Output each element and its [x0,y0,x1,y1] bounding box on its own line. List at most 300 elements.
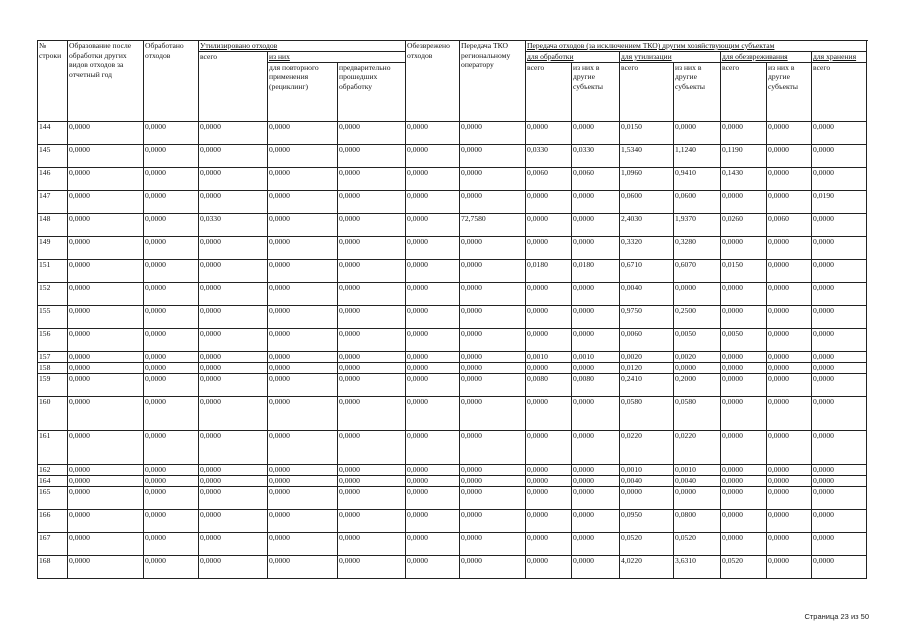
value-cell: 0,0000 [68,351,144,362]
table-row [38,555,867,578]
value-cell: 0,0000 [460,121,526,144]
value-cell: 0,1190 [721,144,767,167]
value-cell: 0,0000 [406,486,460,509]
row-number-cell: 147 [38,190,68,213]
value-cell: 0,0000 [721,396,767,430]
value-cell: 0,0000 [767,532,812,555]
value-cell: 0,0220 [674,430,721,464]
value-cell: 0,3280 [674,236,721,259]
value-cell: 0,0010 [620,464,674,475]
header-utilized-of-them: из них [268,52,406,63]
value-cell: 0,0000 [526,236,572,259]
value-cell: 0,0000 [144,532,199,555]
value-cell: 0,0600 [674,190,721,213]
value-cell: 0,0000 [674,282,721,305]
value-cell: 0,0000 [268,373,338,396]
value-cell: 0,0000 [526,190,572,213]
value-cell: 0,0000 [767,486,812,509]
value-cell: 0,0000 [268,190,338,213]
header-neutralized: Обезврежено отходов [406,41,460,122]
value-cell: 0,0000 [338,362,406,373]
value-cell: 0,0000 [812,259,867,282]
table-row [38,532,867,555]
value-cell: 0,0580 [620,396,674,430]
value-cell: 0,0060 [526,167,572,190]
value-cell: 0,0000 [199,236,268,259]
value-cell: 0,0000 [460,532,526,555]
value-cell: 0,0000 [338,213,406,236]
value-cell: 0,0000 [812,351,867,362]
value-cell: 0,0000 [199,373,268,396]
row-number-cell: 145 [38,144,68,167]
value-cell: 0,0000 [406,144,460,167]
header-tko: Передача ТКО региональному оператору [460,41,526,122]
value-cell: 0,0520 [721,555,767,578]
header-utilized: Утилизировано отходов [199,41,406,52]
value-cell: 0,0000 [572,396,620,430]
value-cell: 0,0000 [526,486,572,509]
value-cell: 0,0000 [199,144,268,167]
value-cell: 0,6710 [620,259,674,282]
value-cell: 0,0000 [572,555,620,578]
value-cell: 0,0000 [674,362,721,373]
row-number-cell: 146 [38,167,68,190]
header-utilized-total: всего [199,52,268,122]
value-cell: 0,0000 [767,282,812,305]
value-cell: 0,0520 [620,532,674,555]
value-cell: 0,0000 [199,282,268,305]
value-cell: 0,0000 [406,362,460,373]
value-cell: 0,0000 [338,430,406,464]
row-number-cell: 155 [38,305,68,328]
value-cell: 0,0010 [526,351,572,362]
value-cell: 0,0000 [144,464,199,475]
value-cell: 0,0000 [526,532,572,555]
value-cell: 0,0000 [767,236,812,259]
table-row [38,236,867,259]
value-cell: 0,0000 [812,121,867,144]
value-cell: 0,0000 [144,430,199,464]
table-row [38,305,867,328]
value-cell: 0,0000 [526,555,572,578]
value-cell: 0,0000 [406,167,460,190]
value-cell: 0,0000 [572,430,620,464]
value-cell: 0,0000 [268,532,338,555]
value-cell: 0,0000 [721,190,767,213]
value-cell: 0,0000 [68,373,144,396]
value-cell: 0,0000 [406,236,460,259]
value-cell: 0,0800 [674,509,721,532]
value-cell: 0,0000 [721,532,767,555]
value-cell: 0,0000 [338,532,406,555]
table-row [38,144,867,167]
value-cell: 0,0000 [767,430,812,464]
header-processed: Обработано отходов [144,41,199,122]
value-cell: 0,0000 [572,328,620,351]
header-reuse: для повторного применения (рециклинг) [268,62,338,121]
value-cell: 0,0220 [620,430,674,464]
value-cell: 0,0000 [460,486,526,509]
value-cell: 0,0000 [721,464,767,475]
waste-report-table [37,40,867,579]
value-cell: 0,2500 [674,305,721,328]
value-cell: 0,0000 [268,475,338,486]
table-row [38,213,867,236]
value-cell: 0,0000 [268,362,338,373]
table-row [38,464,867,475]
value-cell: 0,0000 [68,486,144,509]
value-cell: 0,0000 [812,282,867,305]
value-cell: 0,0000 [812,475,867,486]
table-row [38,167,867,190]
value-cell: 0,0000 [572,282,620,305]
value-cell: 0,0120 [620,362,674,373]
value-cell: 0,0000 [406,430,460,464]
value-cell: 0,0000 [144,328,199,351]
value-cell: 1,0960 [620,167,674,190]
value-cell: 0,0000 [572,532,620,555]
row-number-cell: 149 [38,236,68,259]
row-number-cell: 160 [38,396,68,430]
value-cell: 0,0000 [199,351,268,362]
value-cell: 0,0000 [268,282,338,305]
value-cell: 0,0000 [268,305,338,328]
value-cell: 0,0000 [526,328,572,351]
value-cell: 0,0000 [767,464,812,475]
value-cell: 0,0000 [68,167,144,190]
header-formed: Образование после обработки других видов отходов за отчетный год [68,41,144,122]
value-cell: 0,0000 [338,282,406,305]
table-row [38,486,867,509]
value-cell: 0,0000 [572,464,620,475]
header-group-storage: для хранения [812,52,867,63]
value-cell: 0,0000 [68,121,144,144]
value-cell: 0,0000 [338,305,406,328]
value-cell: 0,0000 [144,396,199,430]
value-cell: 0,0000 [68,362,144,373]
value-cell: 0,0000 [812,305,867,328]
value-cell: 0,0000 [199,464,268,475]
value-cell: 0,0000 [199,305,268,328]
value-cell: 0,0000 [144,362,199,373]
value-cell: 0,0000 [767,362,812,373]
value-cell: 0,0000 [268,509,338,532]
value-cell: 0,0000 [572,121,620,144]
row-number-cell: 144 [38,121,68,144]
value-cell: 0,0000 [767,555,812,578]
value-cell: 0,0000 [620,486,674,509]
value-cell: 0,0020 [674,351,721,362]
value-cell: 0,0000 [268,328,338,351]
value-cell: 0,0000 [406,305,460,328]
value-cell: 0,0000 [721,373,767,396]
row-number-cell: 156 [38,328,68,351]
value-cell: 0,0150 [620,121,674,144]
value-cell: 0,0000 [812,144,867,167]
value-cell: 0,0000 [406,351,460,362]
value-cell: 0,0000 [721,351,767,362]
value-cell: 0,0000 [812,464,867,475]
value-cell: 0,0000 [199,396,268,430]
value-cell: 0,0000 [338,259,406,282]
value-cell: 0,0000 [268,259,338,282]
value-cell: 0,0000 [144,509,199,532]
table-row [38,190,867,213]
value-cell: 0,0060 [572,167,620,190]
value-cell: 0,0000 [338,328,406,351]
value-cell: 0,0000 [767,509,812,532]
header-row-number: № строки [38,41,68,122]
value-cell: 0,0000 [767,328,812,351]
value-cell: 0,0080 [526,373,572,396]
value-cell: 0,0010 [572,351,620,362]
value-cell: 0,0000 [338,486,406,509]
table-body [38,121,867,578]
value-cell: 0,0000 [144,259,199,282]
value-cell: 0,0000 [721,282,767,305]
value-cell: 0,0330 [199,213,268,236]
value-cell: 0,0000 [767,396,812,430]
row-number-cell: 148 [38,213,68,236]
value-cell: 0,2000 [674,373,721,396]
row-number-cell: 168 [38,555,68,578]
value-cell: 0,0000 [268,464,338,475]
value-cell: 0,0050 [674,328,721,351]
value-cell: 0,0000 [338,167,406,190]
header-group-neutralization: для обезвреживания [721,52,812,63]
value-cell: 0,0000 [199,167,268,190]
value-cell: 0,0000 [338,475,406,486]
value-cell: 0,0000 [144,282,199,305]
value-cell: 0,0000 [199,486,268,509]
value-cell: 0,0000 [572,362,620,373]
row-number-cell: 165 [38,486,68,509]
table-row [38,430,867,464]
value-cell: 0,0000 [721,236,767,259]
table-header [38,41,867,122]
value-cell: 0,0000 [406,373,460,396]
value-cell: 0,0000 [526,430,572,464]
header-processing-of-them: из них в другие субъекты [572,62,620,121]
table-row [38,362,867,373]
value-cell: 0,0000 [199,475,268,486]
value-cell: 0,0000 [268,396,338,430]
value-cell: 0,0580 [674,396,721,430]
value-cell: 0,0000 [812,430,867,464]
row-number-cell: 157 [38,351,68,362]
value-cell: 0,0000 [526,509,572,532]
value-cell: 0,0190 [812,190,867,213]
value-cell: 0,0000 [812,486,867,509]
value-cell: 0,0330 [526,144,572,167]
value-cell: 3,6310 [674,555,721,578]
value-cell: 0,0000 [572,305,620,328]
value-cell: 0,0000 [767,190,812,213]
header-neutralization-of-them: из них в другие субъекты [767,62,812,121]
value-cell: 0,0000 [812,236,867,259]
value-cell: 0,6070 [674,259,721,282]
value-cell: 0,0000 [460,555,526,578]
value-cell: 0,0000 [572,509,620,532]
value-cell: 0,0000 [144,236,199,259]
value-cell: 0,0000 [268,144,338,167]
value-cell: 0,0000 [721,362,767,373]
header-neutralization-total: всего [721,62,767,121]
value-cell: 1,5340 [620,144,674,167]
value-cell: 0,0000 [268,486,338,509]
value-cell: 0,0000 [199,190,268,213]
value-cell: 0,0000 [812,532,867,555]
value-cell: 0,0000 [767,121,812,144]
row-number-cell: 166 [38,509,68,532]
value-cell: 0,0000 [338,509,406,532]
value-cell: 0,0000 [338,190,406,213]
value-cell: 0,0000 [460,305,526,328]
value-cell: 0,0000 [767,373,812,396]
value-cell: 0,0000 [199,509,268,532]
value-cell: 0,0000 [460,373,526,396]
value-cell: 0,0000 [812,509,867,532]
row-number-cell: 162 [38,464,68,475]
value-cell: 0,0000 [406,213,460,236]
table-row [38,475,867,486]
value-cell: 0,0000 [68,282,144,305]
value-cell: 0,0000 [68,144,144,167]
row-number-cell: 159 [38,373,68,396]
value-cell: 0,0000 [144,144,199,167]
value-cell: 0,0000 [572,213,620,236]
value-cell: 0,0520 [674,532,721,555]
value-cell: 0,0260 [721,213,767,236]
value-cell: 0,0000 [406,190,460,213]
value-cell: 0,0000 [812,373,867,396]
value-cell: 0,0000 [767,144,812,167]
value-cell: 0,0000 [199,430,268,464]
value-cell: 0,0000 [460,396,526,430]
value-cell: 0,0000 [68,430,144,464]
value-cell: 0,0000 [460,509,526,532]
value-cell: 0,0000 [812,362,867,373]
value-cell: 0,0000 [721,475,767,486]
value-cell: 0,0000 [268,167,338,190]
value-cell: 0,0000 [68,464,144,475]
value-cell: 1,1240 [674,144,721,167]
value-cell: 0,0000 [144,475,199,486]
value-cell: 0,9750 [620,305,674,328]
table-row [38,351,867,362]
value-cell: 0,0000 [68,190,144,213]
value-cell: 0,0000 [268,430,338,464]
value-cell: 0,0000 [526,475,572,486]
value-cell: 0,0000 [68,475,144,486]
value-cell: 0,0000 [199,121,268,144]
value-cell: 0,0000 [526,282,572,305]
value-cell: 0,0000 [406,328,460,351]
header-processing-total: всего [526,62,572,121]
value-cell: 0,0000 [526,305,572,328]
value-cell: 0,0000 [268,121,338,144]
table-row [38,259,867,282]
value-cell: 0,0000 [144,351,199,362]
value-cell: 0,0000 [526,362,572,373]
value-cell: 0,0000 [199,328,268,351]
value-cell: 0,0000 [767,305,812,328]
value-cell: 0,0000 [144,486,199,509]
value-cell: 2,4030 [620,213,674,236]
value-cell: 0,0000 [526,213,572,236]
value-cell: 0,0000 [526,464,572,475]
row-number-cell: 151 [38,259,68,282]
value-cell: 0,0000 [767,167,812,190]
row-number-cell: 158 [38,362,68,373]
value-cell: 0,0000 [460,236,526,259]
value-cell: 0,0000 [406,475,460,486]
value-cell: 0,0040 [674,475,721,486]
value-cell: 0,0000 [144,213,199,236]
value-cell: 0,0000 [268,213,338,236]
value-cell: 0,0000 [460,475,526,486]
value-cell: 0,0000 [721,486,767,509]
value-cell: 0,0000 [144,167,199,190]
value-cell: 0,0080 [572,373,620,396]
value-cell: 0,0060 [620,328,674,351]
value-cell: 0,0000 [812,396,867,430]
value-cell: 0,0000 [268,351,338,362]
value-cell: 0,9410 [674,167,721,190]
value-cell: 0,0000 [338,373,406,396]
value-cell: 0,0000 [68,305,144,328]
value-cell: 0,0000 [674,486,721,509]
header-storage-total: всего [812,62,867,121]
value-cell: 0,0000 [674,121,721,144]
value-cell: 0,0000 [144,555,199,578]
value-cell: 0,0180 [572,259,620,282]
value-cell: 0,0000 [572,190,620,213]
value-cell: 0,0000 [767,259,812,282]
value-cell: 0,0000 [144,373,199,396]
value-cell: 0,0000 [338,144,406,167]
value-cell: 0,0000 [460,259,526,282]
value-cell: 0,0950 [620,509,674,532]
value-cell: 0,0000 [199,362,268,373]
value-cell: 0,0150 [721,259,767,282]
row-number-cell: 161 [38,430,68,464]
value-cell: 0,0000 [526,396,572,430]
value-cell: 0,0000 [721,305,767,328]
value-cell: 0,0000 [572,475,620,486]
value-cell: 0,0000 [406,555,460,578]
value-cell: 0,0040 [620,282,674,305]
value-cell: 0,0000 [68,532,144,555]
value-cell: 0,0000 [406,509,460,532]
value-cell: 0,0000 [338,396,406,430]
value-cell: 0,0330 [572,144,620,167]
value-cell: 0,0000 [721,121,767,144]
value-cell: 0,0000 [460,190,526,213]
table-row [38,121,867,144]
value-cell: 0,0000 [144,190,199,213]
value-cell: 0,0000 [572,486,620,509]
value-cell: 0,0020 [620,351,674,362]
value-cell: 0,0000 [68,213,144,236]
value-cell: 0,0000 [406,259,460,282]
header-group-utilization: для утилизации [620,52,721,63]
table-row [38,373,867,396]
row-number-cell: 167 [38,532,68,555]
value-cell: 0,0000 [406,464,460,475]
value-cell: 0,0000 [338,236,406,259]
value-cell: 1,9370 [674,213,721,236]
